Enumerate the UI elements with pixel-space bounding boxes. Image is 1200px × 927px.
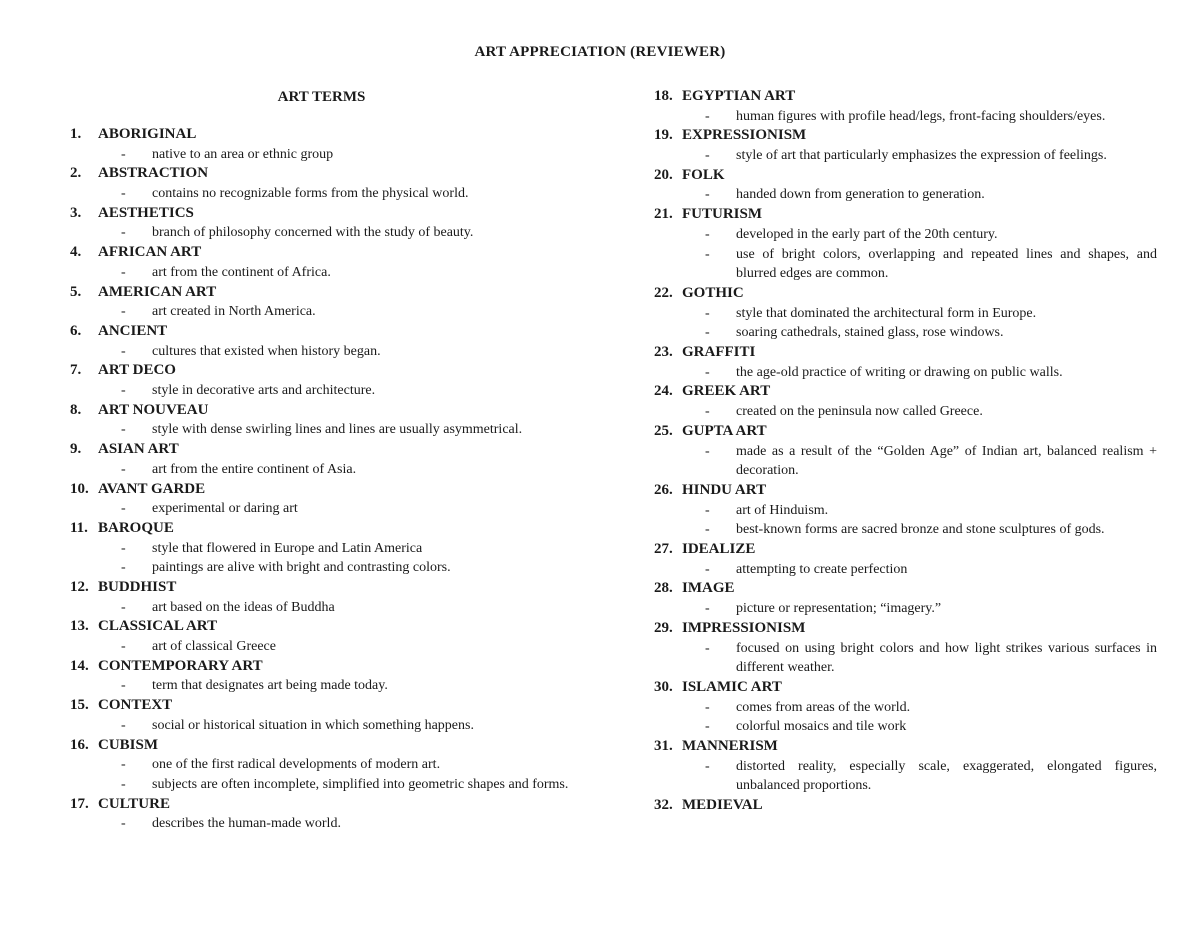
definition-list xyxy=(70,499,573,519)
definition-list xyxy=(654,402,1157,422)
term-entry xyxy=(70,480,573,519)
term-entry xyxy=(70,204,573,243)
definition-list xyxy=(70,598,573,618)
term-entry xyxy=(654,796,1157,816)
dash-bullet-icon: - xyxy=(121,639,126,655)
definition-item xyxy=(654,717,1157,737)
term-number: 25. xyxy=(654,422,673,439)
term-heading xyxy=(70,617,573,637)
definition-item xyxy=(654,757,1157,796)
definition-item xyxy=(70,539,573,559)
definition-item xyxy=(70,145,573,165)
term-number: 17. xyxy=(70,795,89,812)
dash-bullet-icon: - xyxy=(705,226,710,242)
definition-text: native to an area or ethnic group xyxy=(152,146,334,162)
term-number: 1. xyxy=(70,126,82,142)
dash-bullet-icon: - xyxy=(705,699,710,715)
definition-item xyxy=(70,342,573,362)
definition-item xyxy=(654,520,1157,540)
term-name: AESTHETICS xyxy=(98,204,194,221)
term-name: GOTHIC xyxy=(682,284,744,301)
definition-list xyxy=(70,460,573,480)
term-name: CLASSICAL ART xyxy=(98,618,218,635)
term-entry xyxy=(654,126,1157,165)
definition-item xyxy=(654,501,1157,521)
term-name: AMERICAN ART xyxy=(98,283,217,300)
definition-text: use of bright colors, overlapping and repeated lines and shapes, and blurred edges are common. xyxy=(736,246,1157,282)
dash-bullet-icon: - xyxy=(705,325,710,341)
term-name: GRAFFITI xyxy=(682,344,756,361)
definition-text: distorted reality, especially scale, exaggerated, elongated figures, unbalanced proportions. xyxy=(736,758,1157,794)
dash-bullet-icon: - xyxy=(121,422,126,438)
definition-text: picture or representation; “imagery.” xyxy=(736,601,942,617)
term-heading xyxy=(70,401,573,421)
term-list-left xyxy=(70,125,573,834)
definition-text: art from the entire continent of Asia. xyxy=(152,461,357,477)
term-number: 18. xyxy=(654,88,673,104)
term-number: 8. xyxy=(70,401,82,418)
term-name: EXPRESSIONISM xyxy=(682,127,807,144)
definition-list xyxy=(654,107,1157,127)
term-number: 15. xyxy=(70,697,89,714)
definition-text: comes from areas of the world. xyxy=(736,699,911,715)
definition-text: developed in the early part of the 20th century. xyxy=(736,226,998,242)
dash-bullet-icon: - xyxy=(121,776,126,792)
term-entry xyxy=(654,737,1157,796)
definition-text: handed down from generation to generation. xyxy=(736,187,985,203)
term-name: BUDDHIST xyxy=(98,579,177,595)
term-name: FOLK xyxy=(682,166,725,183)
term-heading xyxy=(654,796,1157,816)
term-number: 30. xyxy=(654,678,673,695)
definition-list xyxy=(654,639,1157,678)
term-entry xyxy=(70,361,573,400)
term-heading xyxy=(70,322,573,342)
definition-text: one of the first radical developments of modern art. xyxy=(152,757,441,773)
definition-item xyxy=(654,304,1157,324)
term-number: 12. xyxy=(70,579,89,595)
term-number: 31. xyxy=(654,738,673,754)
definition-item xyxy=(654,185,1157,205)
dash-bullet-icon: - xyxy=(121,560,126,576)
definition-list xyxy=(654,225,1157,284)
definition-text: branch of philosophy concerned with the study of beauty. xyxy=(152,225,474,241)
definition-text: style that dominated the architectural form in Europe. xyxy=(736,305,1037,321)
term-entry xyxy=(70,401,573,440)
definition-text: art of Hinduism. xyxy=(736,502,829,518)
term-number: 11. xyxy=(70,519,88,536)
right-column xyxy=(654,87,1157,816)
term-heading xyxy=(654,382,1157,402)
definition-text: social or historical situation in which something happens. xyxy=(152,717,474,733)
term-entry xyxy=(654,166,1157,205)
dash-bullet-icon: - xyxy=(705,601,710,617)
definition-item xyxy=(70,814,573,834)
definition-item xyxy=(654,146,1157,166)
term-heading xyxy=(654,87,1157,107)
term-entry xyxy=(70,164,573,203)
definition-list xyxy=(70,716,573,736)
term-entry xyxy=(70,125,573,164)
dash-bullet-icon: - xyxy=(121,717,126,733)
definition-text: colorful mosaics and tile work xyxy=(736,719,907,735)
term-number: 2. xyxy=(70,165,82,182)
definition-list xyxy=(654,599,1157,619)
term-name: MANNERISM xyxy=(682,738,778,754)
term-entry xyxy=(70,617,573,656)
dash-bullet-icon: - xyxy=(705,246,710,262)
term-name: ASIAN ART xyxy=(98,441,179,458)
term-name: ABORIGINAL xyxy=(98,126,197,142)
definition-item xyxy=(70,716,573,736)
term-heading xyxy=(654,126,1157,146)
dash-bullet-icon: - xyxy=(121,540,126,556)
term-heading xyxy=(70,736,573,756)
definition-item xyxy=(70,302,573,322)
definition-text: art based on the ideas of Buddha xyxy=(152,599,335,615)
term-entry xyxy=(654,579,1157,618)
term-list-right xyxy=(654,87,1157,816)
term-name: AVANT GARDE xyxy=(98,480,206,497)
dash-bullet-icon: - xyxy=(705,719,710,735)
definition-list xyxy=(654,185,1157,205)
term-entry xyxy=(654,382,1157,421)
definition-item xyxy=(654,363,1157,383)
definition-text: made as a result of the “Golden Age” of Indian art, balanced realism + decoration. xyxy=(736,443,1157,479)
term-number: 7. xyxy=(70,362,82,379)
page-title: ART APPRECIATION (REVIEWER) xyxy=(474,44,726,60)
term-number: 4. xyxy=(70,244,82,261)
definition-item xyxy=(654,245,1157,284)
definition-list xyxy=(654,442,1157,481)
definition-item xyxy=(70,558,573,578)
term-number: 20. xyxy=(654,166,673,183)
term-number: 29. xyxy=(654,619,673,636)
term-entry xyxy=(70,696,573,735)
definition-text: style that flowered in Europe and Latin America xyxy=(152,540,423,556)
dash-bullet-icon: - xyxy=(705,187,710,203)
term-heading xyxy=(70,480,573,500)
term-entry xyxy=(654,343,1157,382)
term-number: 14. xyxy=(70,657,89,674)
term-entry xyxy=(654,678,1157,737)
term-entry xyxy=(70,243,573,282)
term-name: GUPTA ART xyxy=(682,422,767,439)
definition-text: focused on using bright colors and how light strikes various surfaces in different weather. xyxy=(736,640,1157,676)
term-name: IMPRESSIONISM xyxy=(682,619,806,636)
definition-list xyxy=(70,184,573,204)
term-heading xyxy=(654,205,1157,225)
definition-list xyxy=(70,637,573,657)
definition-text: paintings are alive with bright and contrasting colors. xyxy=(152,560,451,576)
term-heading xyxy=(654,481,1157,501)
term-name: CULTURE xyxy=(98,795,170,812)
term-number: 6. xyxy=(70,322,82,339)
definition-text: style of art that particularly emphasizes the expression of feelings. xyxy=(736,148,1107,164)
definition-text: contains no recognizable forms from the physical world. xyxy=(152,186,469,202)
dash-bullet-icon: - xyxy=(705,758,710,774)
definition-text: best-known forms are sacred bronze and stone sculptures of gods. xyxy=(736,522,1105,538)
definition-list xyxy=(70,539,573,578)
term-number: 28. xyxy=(654,580,673,597)
term-entry xyxy=(70,795,573,834)
definition-text: art of classical Greece xyxy=(152,639,276,655)
definition-text: describes the human-made world. xyxy=(152,816,341,832)
term-number: 22. xyxy=(654,284,673,301)
dash-bullet-icon: - xyxy=(121,461,126,477)
term-number: 16. xyxy=(70,736,89,753)
dash-bullet-icon: - xyxy=(121,225,126,241)
term-heading xyxy=(70,204,573,224)
dash-bullet-icon: - xyxy=(121,678,126,694)
dash-bullet-icon: - xyxy=(121,501,126,517)
term-heading xyxy=(654,678,1157,698)
term-entry xyxy=(70,736,573,795)
term-number: 10. xyxy=(70,480,89,497)
term-number: 24. xyxy=(654,383,673,400)
term-name: EGYPTIAN ART xyxy=(682,88,796,104)
definition-item xyxy=(654,323,1157,343)
term-name: HINDU ART xyxy=(682,481,767,498)
definition-text: style with dense swirling lines and lines are usually asymmetrical. xyxy=(152,422,523,438)
dash-bullet-icon: - xyxy=(705,443,710,459)
term-name: IDEALIZE xyxy=(682,541,756,558)
definition-list xyxy=(654,698,1157,737)
definition-item xyxy=(70,420,573,440)
term-number: 9. xyxy=(70,441,82,458)
term-number: 5. xyxy=(70,283,82,300)
term-name: ISLAMIC ART xyxy=(682,678,782,695)
definition-item xyxy=(654,402,1157,422)
term-name: ART DECO xyxy=(98,362,176,379)
definition-text: style in decorative arts and architecture. xyxy=(152,383,376,399)
term-heading xyxy=(654,284,1157,304)
dash-bullet-icon: - xyxy=(705,522,710,538)
term-heading xyxy=(70,440,573,460)
term-heading xyxy=(70,125,573,145)
term-name: ANCIENT xyxy=(98,322,168,339)
term-heading xyxy=(70,578,573,598)
definition-text: cultures that existed when history began. xyxy=(152,343,381,359)
definition-list xyxy=(654,363,1157,383)
definition-list xyxy=(70,381,573,401)
term-heading xyxy=(70,795,573,815)
term-heading xyxy=(654,422,1157,442)
definition-text: art from the continent of Africa. xyxy=(152,264,331,280)
term-number: 23. xyxy=(654,344,673,361)
term-name: ABSTRACTION xyxy=(98,165,209,182)
term-name: CONTEXT xyxy=(98,697,173,714)
definition-list xyxy=(70,420,573,440)
definition-list xyxy=(654,146,1157,166)
term-heading xyxy=(654,619,1157,639)
term-entry xyxy=(654,284,1157,343)
left-column xyxy=(70,87,573,834)
term-entry xyxy=(654,540,1157,579)
definition-list xyxy=(70,145,573,165)
term-heading xyxy=(70,243,573,263)
dash-bullet-icon: - xyxy=(705,108,710,124)
dash-bullet-icon: - xyxy=(121,599,126,615)
term-name: IMAGE xyxy=(682,580,735,597)
definition-item xyxy=(70,460,573,480)
definition-item xyxy=(654,639,1157,678)
definition-list xyxy=(70,263,573,283)
definition-item xyxy=(654,698,1157,718)
definition-list xyxy=(654,560,1157,580)
definition-item xyxy=(70,381,573,401)
definition-text: soaring cathedrals, stained glass, rose windows. xyxy=(736,325,1004,341)
definition-item xyxy=(70,775,573,795)
dash-bullet-icon: - xyxy=(121,383,126,399)
definition-list xyxy=(70,755,573,794)
term-entry xyxy=(654,87,1157,126)
definition-item xyxy=(654,442,1157,481)
term-heading xyxy=(70,361,573,381)
dash-bullet-icon: - xyxy=(121,757,126,773)
dash-bullet-icon: - xyxy=(705,502,710,518)
term-entry xyxy=(654,481,1157,540)
definition-item xyxy=(70,598,573,618)
definition-item xyxy=(70,223,573,243)
term-name: GREEK ART xyxy=(682,383,771,400)
definition-item xyxy=(70,637,573,657)
dash-bullet-icon: - xyxy=(705,305,710,321)
term-entry xyxy=(70,322,573,361)
term-number: 3. xyxy=(70,204,82,221)
term-entry xyxy=(70,283,573,322)
term-number: 13. xyxy=(70,618,89,635)
term-entry xyxy=(70,519,573,578)
term-name: ART NOUVEAU xyxy=(98,401,209,418)
definition-text: the age-old practice of writing or drawing on public walls. xyxy=(736,364,1063,380)
dash-bullet-icon: - xyxy=(121,816,126,832)
definition-item xyxy=(70,263,573,283)
term-number: 32. xyxy=(654,797,673,814)
term-name: CUBISM xyxy=(98,736,159,753)
term-entry xyxy=(654,205,1157,284)
dash-bullet-icon: - xyxy=(705,640,710,656)
term-heading xyxy=(70,657,573,677)
definition-list xyxy=(70,223,573,243)
definition-list xyxy=(70,676,573,696)
definition-item xyxy=(654,599,1157,619)
term-number: 19. xyxy=(654,127,673,144)
definition-item xyxy=(70,499,573,519)
term-name: MEDIEVAL xyxy=(682,797,763,814)
term-entry xyxy=(654,619,1157,678)
term-entry xyxy=(70,578,573,617)
definition-list xyxy=(70,814,573,834)
definition-text: term that designates art being made today. xyxy=(152,678,388,694)
definition-list xyxy=(70,342,573,362)
term-number: 26. xyxy=(654,481,673,498)
dash-bullet-icon: - xyxy=(705,364,710,380)
term-heading xyxy=(70,283,573,303)
dash-bullet-icon: - xyxy=(705,404,710,420)
dash-bullet-icon: - xyxy=(705,561,710,577)
dash-bullet-icon: - xyxy=(121,186,126,202)
section-title: ART TERMS xyxy=(277,89,366,105)
term-name: FUTURISM xyxy=(682,206,763,223)
definition-text: art created in North America. xyxy=(152,304,316,320)
dash-bullet-icon: - xyxy=(121,304,126,320)
term-name: CONTEMPORARY ART xyxy=(98,657,263,674)
dash-bullet-icon: - xyxy=(121,264,126,280)
definition-text: attempting to create perfection xyxy=(736,561,908,577)
definition-text: human figures with profile head/legs, front-facing shoulders/eyes. xyxy=(736,108,1106,124)
term-entry xyxy=(654,422,1157,481)
term-heading xyxy=(70,164,573,184)
term-number: 27. xyxy=(654,541,673,558)
term-name: BAROQUE xyxy=(98,519,174,536)
definition-list xyxy=(654,501,1157,540)
definition-list xyxy=(70,302,573,322)
term-heading xyxy=(654,343,1157,363)
definition-item xyxy=(70,184,573,204)
term-heading xyxy=(654,166,1157,186)
definition-text: created on the peninsula now called Greece. xyxy=(736,404,983,420)
definition-item xyxy=(70,755,573,775)
definition-item xyxy=(654,560,1157,580)
term-heading xyxy=(70,519,573,539)
term-entry xyxy=(70,657,573,696)
definition-item xyxy=(654,107,1157,127)
dash-bullet-icon: - xyxy=(121,146,126,162)
definition-text: experimental or daring art xyxy=(152,501,298,517)
definition-item xyxy=(654,225,1157,245)
dash-bullet-icon: - xyxy=(705,148,710,164)
dash-bullet-icon: - xyxy=(121,343,126,359)
term-heading xyxy=(654,579,1157,599)
term-heading xyxy=(70,696,573,716)
definition-item xyxy=(70,676,573,696)
term-heading xyxy=(654,540,1157,560)
definition-list xyxy=(654,304,1157,343)
term-number: 21. xyxy=(654,206,673,223)
definition-list xyxy=(654,757,1157,796)
term-name: AFRICAN ART xyxy=(98,244,202,261)
term-entry xyxy=(70,440,573,479)
definition-text: subjects are often incomplete, simplified into geometric shapes and forms. xyxy=(152,776,569,792)
term-heading xyxy=(654,737,1157,757)
